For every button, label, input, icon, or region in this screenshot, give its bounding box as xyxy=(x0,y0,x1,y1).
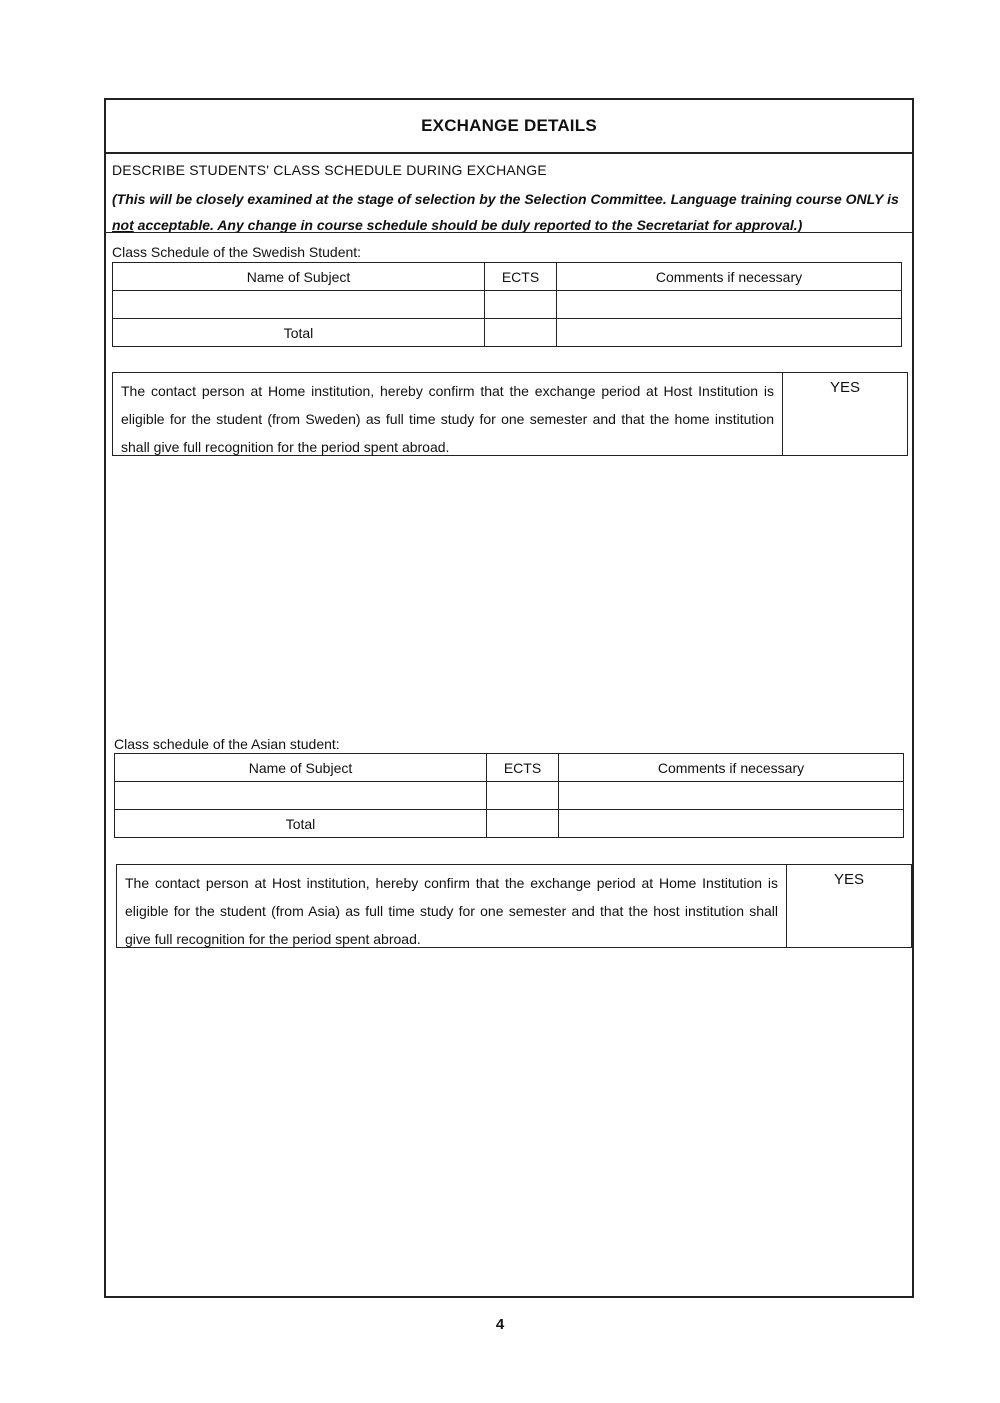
header-name-of-subject: Name of Subject xyxy=(113,263,485,291)
total-ects-cell[interactable] xyxy=(485,319,557,347)
table-row xyxy=(113,291,902,319)
total-row xyxy=(113,319,902,347)
selection-note xyxy=(112,186,908,238)
asian-schedule-label: Class schedule of the Asian student: xyxy=(114,736,340,752)
section-title: EXCHANGE DETAILS xyxy=(421,116,597,135)
table-header-row xyxy=(115,754,904,782)
header-comments: Comments if necessary xyxy=(557,263,902,291)
comments-cell[interactable] xyxy=(557,291,902,319)
note-underlined: not xyxy=(112,217,134,233)
header-ects: ECTS xyxy=(487,754,559,782)
title-box xyxy=(106,100,912,154)
table-row xyxy=(115,782,904,810)
header-name-of-subject: Name of Subject xyxy=(115,754,487,782)
table-header-row xyxy=(113,263,902,291)
header-comments: Comments if necessary xyxy=(559,754,904,782)
describe-heading: DESCRIBE STUDENTS' CLASS SCHEDULE DURING EXCHANGE xyxy=(112,162,547,178)
swedish-schedule-label: Class Schedule of the Swedish Student: xyxy=(112,244,362,260)
asian-confirmation-text: The contact person at Host institution, hereby confirm that the exchange period at Home Institution is eligible for the student (from Asia) as full time study for one semester and that the host institution shall give full recognition for the period spent abroad. xyxy=(117,865,787,947)
total-comments-cell[interactable] xyxy=(557,319,902,347)
swedish-schedule-table xyxy=(112,262,902,347)
subject-cell[interactable] xyxy=(115,782,487,810)
note-part1: (This will be closely examined at the stage of selection by the Selection Committee. Language training course ONLY is xyxy=(112,191,899,207)
asian-yes-cell[interactable]: YES xyxy=(833,871,864,888)
document-frame xyxy=(104,98,914,1298)
total-label: Total xyxy=(115,810,487,838)
swedish-yes-cell[interactable]: YES xyxy=(829,379,860,396)
asian-confirmation-box xyxy=(116,864,912,948)
swedish-confirmation-box xyxy=(112,372,908,456)
total-comments-cell[interactable] xyxy=(559,810,904,838)
ects-cell[interactable] xyxy=(487,782,559,810)
total-ects-cell[interactable] xyxy=(487,810,559,838)
subject-cell[interactable] xyxy=(113,291,485,319)
divider xyxy=(106,232,912,233)
total-label: Total xyxy=(113,319,485,347)
ects-cell[interactable] xyxy=(485,291,557,319)
asian-schedule-table xyxy=(114,753,904,838)
swedish-confirmation-text: The contact person at Home institution, hereby confirm that the exchange period at Host Institution is eligible for the student (from Sweden) as full time study for one semester and that the home institution shall give full recognition for the period spent abroad. xyxy=(113,373,783,455)
page-number: 4 xyxy=(495,1316,505,1333)
comments-cell[interactable] xyxy=(559,782,904,810)
header-ects: ECTS xyxy=(485,263,557,291)
note-part2: acceptable. Any change in course schedule should be duly reported to the Secretariat for approval.) xyxy=(133,217,803,233)
total-row xyxy=(115,810,904,838)
